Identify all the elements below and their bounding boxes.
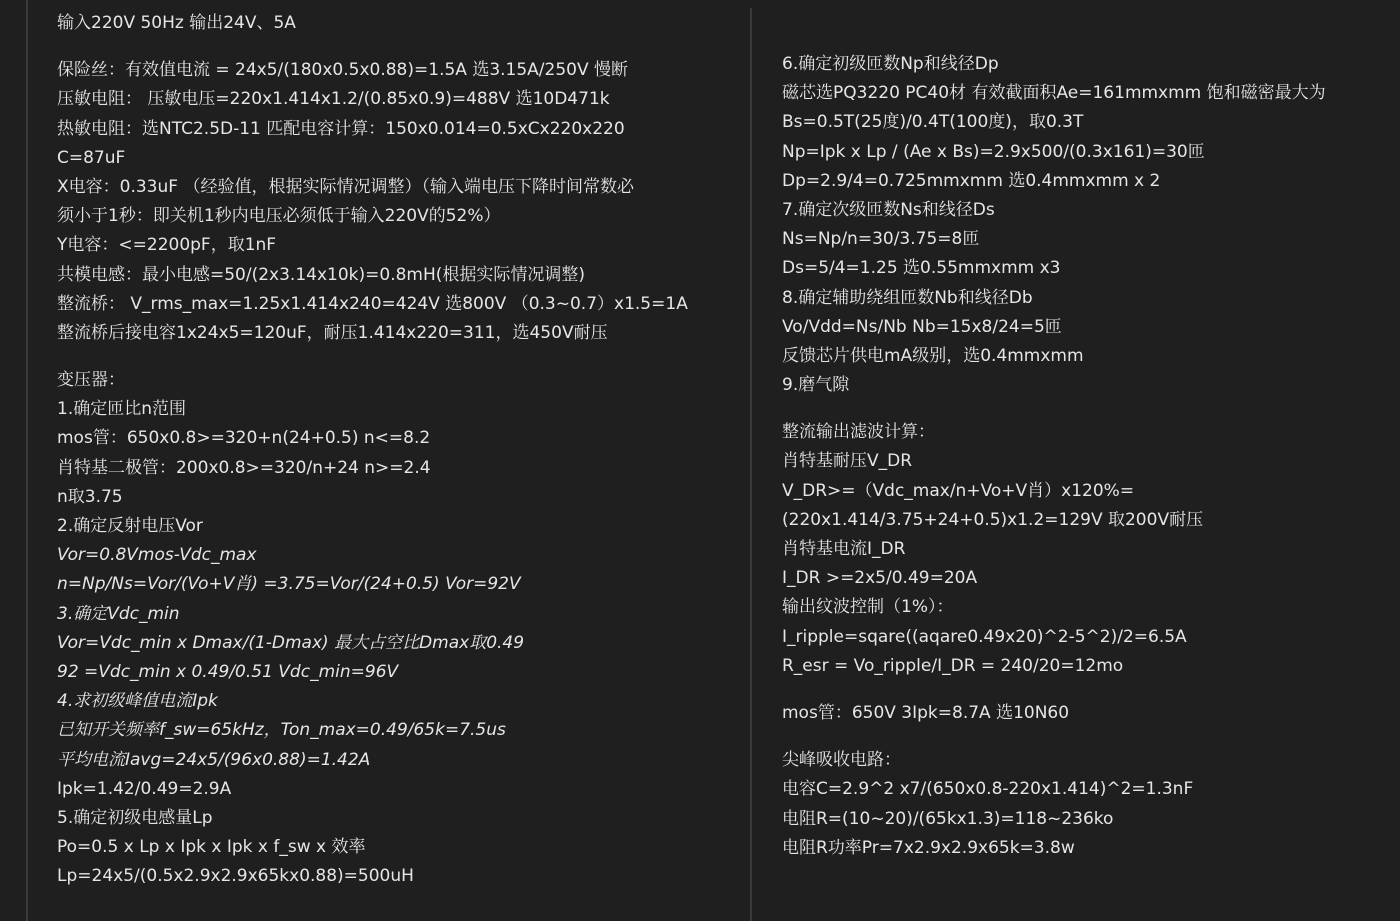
text-line: 电阻R功率Pr=7x2.9x2.9x65k=3.8w	[782, 837, 1075, 858]
right-column	[782, 50, 1382, 863]
column-divider	[750, 8, 752, 921]
text-line: R_esr = Vo_ripple/I_DR = 240/20=12mo	[782, 655, 1124, 676]
text-line: Vo/Vdd=Ns/Nb Nb=15x8/24=5匝	[782, 316, 1062, 337]
text-line: 磁芯选PQ3220 PC40材 有效截面积Ae=161mmxmm 饱和磁密最大为	[782, 83, 1326, 104]
text-line: Np=Ipk x Lp / (Ae x Bs)=2.9x500/(0.3x161)=30匝	[782, 141, 1205, 162]
text-line: 共模电感：最小电感=50/(2x3.14x10k)=0.8mH(根据实际情况调整)	[57, 264, 586, 285]
mos-section	[782, 699, 1382, 728]
text-line: 肖特基电流I_DR	[782, 539, 906, 559]
text-line: Dp=2.9/4=0.725mmxmm 选0.4mmxmm x 2	[782, 170, 1161, 191]
text-line: Y电容：<=2200pF，取1nF	[57, 235, 277, 256]
italic-line: 平均电流Iavg=24x5/(96x0.88)=1.42A	[57, 749, 371, 770]
text-line: 输出纹波控制（1%）：	[782, 597, 954, 618]
italic-line: Vor=0.8Vmos-Vdc_max	[57, 545, 257, 566]
italic-line: Vor=Vdc_min x Dmax/(1-Dmax) 最大占空比Dmax取0.49	[57, 632, 525, 653]
text-line: 整流桥： V_rms_max=1.25x1.414x240=424V 选800V （0.3~0.7）x1.5=1A	[57, 293, 688, 314]
text-line: 电容C=2.9^2 x7/(650x0.8-220x1.414)^2=1.3nF	[782, 779, 1194, 800]
text-line: 须小于1秒：即关机1秒内电压必须低于输入220V的52%）	[57, 206, 501, 227]
text-line: 整流桥后接电容1x24x5=120uF，耐压1.414x220=311，选450V耐压	[57, 322, 608, 343]
snubber-section	[782, 746, 1382, 863]
text-line: 反馈芯片供电mA级别，选0.4mmxmm	[782, 345, 1084, 366]
text-line: 肖特基耐压V_DR	[782, 451, 913, 472]
text-line: I_DR >=2x5/0.49=20A	[782, 568, 978, 589]
text-line: mos管：650V 3Ipk=8.7A 选10N60	[782, 702, 1070, 723]
italic-line: 92 =Vdc_min x 0.49/0.51 Vdc_min=96V	[57, 661, 399, 682]
header-line: 输入220V 50Hz 输出24V、5A	[57, 13, 296, 33]
transformer-section	[57, 366, 737, 891]
text-line: 保险丝：有效值电流 = 24x5/(180x0.5x0.88)=1.5A 选3.15A/250V 慢断	[57, 60, 629, 81]
text-line: Ns=Np/n=30/3.75=8匝	[782, 229, 980, 250]
italic-line: 4.求初级峰值电流Ipk	[57, 691, 218, 712]
text-line: C=87uF	[57, 147, 126, 168]
spacer	[782, 400, 1382, 418]
text-line: 7.确定次级匝数Ns和线径Ds	[782, 199, 995, 220]
text-line: 1.确定匝比n范围	[57, 399, 186, 420]
italic-line: 已知开关频率f_sw=65kHz，Ton_max=0.49/65k=7.5us	[57, 720, 506, 741]
text-line: Ds=5/4=1.25 选0.55mmxmm x3	[782, 258, 1061, 279]
spacer	[782, 728, 1382, 746]
text-line: 2.确定反射电压Vor	[57, 516, 203, 536]
text-line: V_DR>=（Vdc_max/n+Vo+V肖）x120%=	[782, 480, 1135, 501]
text-line: Ipk=1.42/0.49=2.9A	[57, 778, 232, 799]
italic-line: n=Np/Ns=Vor/(Vo+V肖) =3.75=Vor/(24+0.5) Vor=92V	[57, 574, 521, 595]
text-line: Po=0.5 x Lp x Ipk x Ipk x f_sw x 效率	[57, 837, 366, 858]
protection-section	[57, 56, 737, 348]
text-line: Lp=24x5/(0.5x2.9x2.9x65kx0.88)=500uH	[57, 866, 414, 887]
spacer	[782, 681, 1382, 699]
text-line: n取3.75	[57, 486, 123, 507]
text-line: 5.确定初级电感量Lp	[57, 807, 213, 828]
output-filter-section	[782, 418, 1382, 681]
section-heading: 变压器：	[57, 370, 125, 391]
text-line: Bs=0.5T(25度)/0.4T(100度)，取0.3T	[782, 112, 1084, 133]
winding-section	[782, 50, 1382, 400]
text-line: (220x1.414/3.75+24+0.5)x1.2=129V 取200V耐压	[782, 509, 1204, 530]
spacer	[57, 348, 737, 366]
italic-line: 3.确定Vdc_min	[57, 603, 180, 624]
left-margin-line	[26, 0, 28, 921]
text-line: 8.确定辅助绕组匝数Nb和线径Db	[782, 287, 1033, 308]
text-line: 电阻R=(10~20)/(65kx1.3)=118~236ko	[782, 808, 1114, 829]
text-line: 6.确定初级匝数Np和线径Dp	[782, 54, 999, 74]
text-line: X电容：0.33uF （经验值，根据实际情况调整）（输入端电压下降时间常数必	[57, 176, 634, 197]
text-line: I_ripple=sqare((aqare0.49x20)^2-5^2)/2=6.5A	[782, 626, 1187, 647]
text-line: 9.磨气隙	[782, 375, 850, 396]
spacer	[57, 38, 737, 56]
text-line: 肖特基二极管：200x0.8>=320/n+24 n>=2.4	[57, 457, 431, 478]
text-line: 热敏电阻：选NTC2.5D-11 匹配电容计算：150x0.014=0.5xCx220x220	[57, 118, 625, 139]
left-column	[57, 9, 737, 891]
text-line: mos管：650x0.8>=320+n(24+0.5) n<=8.2	[57, 428, 431, 449]
section-heading: 尖峰吸收电路：	[782, 750, 901, 771]
text-line: 压敏电阻： 压敏电压=220x1.414x1.2/(0.85x0.9)=488V 选10D471k	[57, 89, 610, 110]
section-heading: 整流输出滤波计算：	[782, 422, 935, 443]
